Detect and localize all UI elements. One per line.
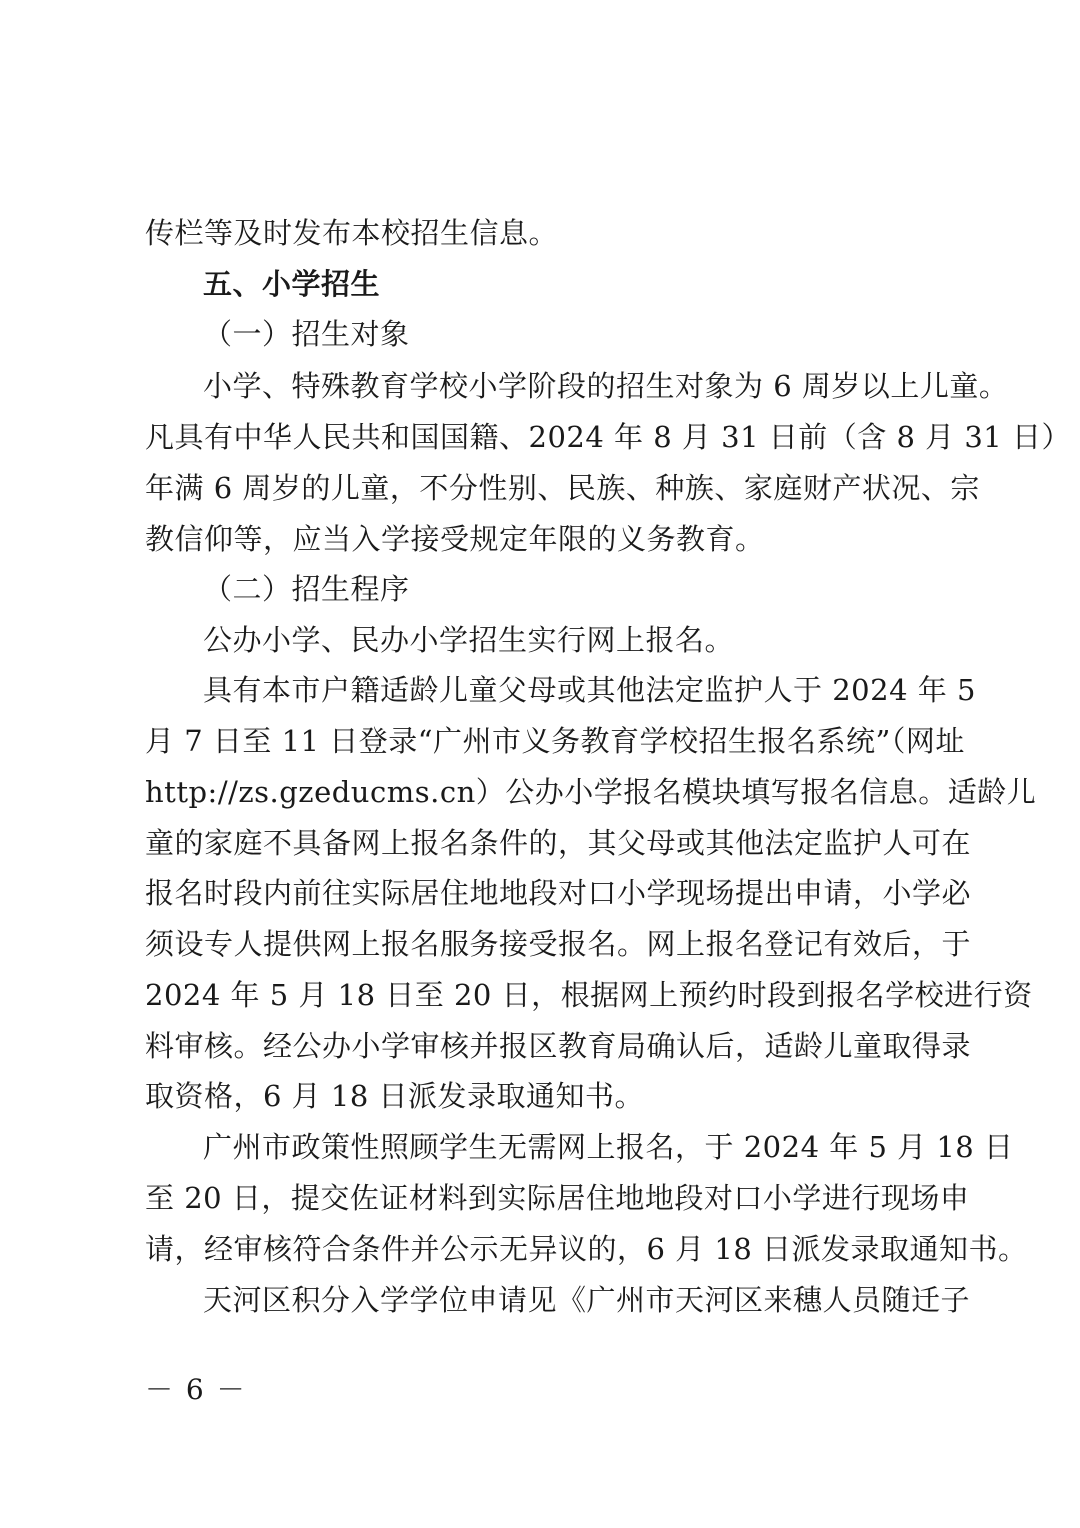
body-text-line: http://zs.gzeducms.cn）公办小学报名模块填写报名信息。适龄儿 xyxy=(145,775,1037,809)
body-text-line: 月 7 日至 11 日登录“广州市义务教育学校招生报名系统”（网址 xyxy=(145,724,965,758)
body-text-line: 至 20 日，提交佐证材料到实际居住地地段对口小学进行现场申 xyxy=(145,1181,970,1215)
body-text-line: 2024 年 5 月 18 日至 20 日，根据网上预约时段到报名学校进行资 xyxy=(145,978,1033,1012)
body-text-line: 凡具有中华人民共和国国籍、2024 年 8 月 31 日前（含 8 月 31 日） xyxy=(145,420,1071,454)
body-text-line: 教信仰等，应当入学接受规定年限的义务教育。 xyxy=(145,522,765,556)
section-heading: 五、小学招生 xyxy=(203,267,381,301)
body-text-line: 须设专人提供网上报名服务接受报名。网上报名登记有效后，于 xyxy=(145,927,972,961)
body-text-line: 公办小学、民办小学招生实行网上报名。 xyxy=(203,623,735,657)
subsection-heading: （二）招生程序 xyxy=(203,572,410,606)
body-text-line: 具有本市户籍适龄儿童父母或其他法定监护人于 2024 年 5 xyxy=(203,673,976,707)
body-text-line: 天河区积分入学学位申请见《广州市天河区来穗人员随迁子 xyxy=(203,1283,971,1317)
body-text-line: 童的家庭不具备网上报名条件的，其父母或其他法定监护人可在 xyxy=(145,826,972,860)
body-text-line: 传栏等及时发布本校招生信息。 xyxy=(145,216,559,250)
body-text-line: 年满 6 周岁的儿童，不分性别、民族、种族、家庭财产状况、宗 xyxy=(145,471,980,505)
body-text-line: 取资格，6 月 18 日派发录取通知书。 xyxy=(145,1079,645,1113)
body-text-line: 广州市政策性照顾学生无需网上报名，于 2024 年 5 月 18 日 xyxy=(203,1130,1014,1164)
body-text-line: 请，经审核符合条件并公示无异议的，6 月 18 日派发录取通知书。 xyxy=(145,1232,1028,1266)
body-text-line: 料审核。经公办小学审核并报区教育局确认后，适龄儿童取得录 xyxy=(145,1029,972,1063)
body-text-line: 报名时段内前往实际居住地地段对口小学现场提出申请，小学必 xyxy=(145,876,972,910)
subsection-heading: （一）招生对象 xyxy=(203,317,410,351)
body-text-line: 小学、特殊教育学校小学阶段的招生对象为 6 周岁以上儿童。 xyxy=(203,369,1009,403)
page-number: － 6 － xyxy=(145,1373,247,1406)
